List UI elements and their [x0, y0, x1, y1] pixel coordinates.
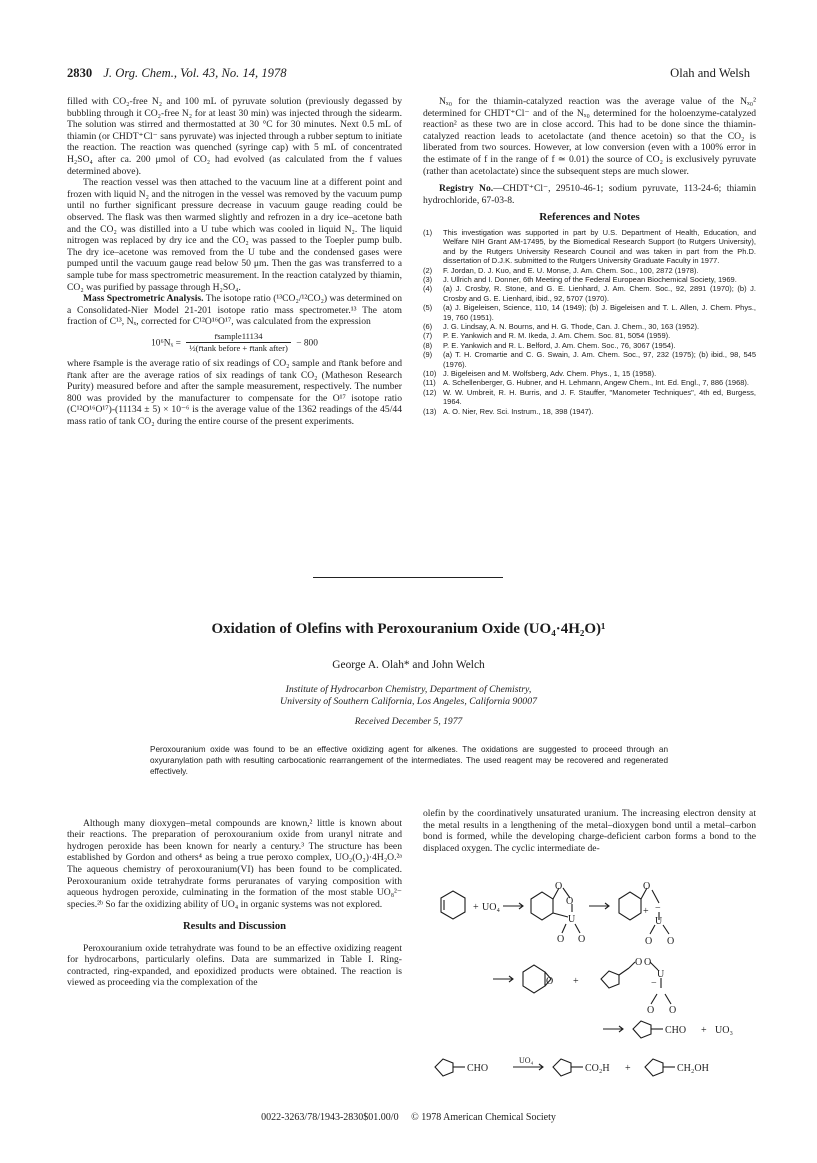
reference-number: (9)	[423, 350, 433, 360]
reference-text: J. G. Lindsay, A. N. Bourns, and H. G. Thode, Can. J. Chem., 30, 163 (1952).	[443, 322, 700, 331]
equation	[67, 331, 402, 355]
results-paragraph: Peroxouranium oxide tetrahydrate was found to be an effective oxidizing reagent for hydrocarbons, particularly olefins. Data are summarized in Table I. Ring-contracted, ring-expanded, and epoxidized products were obtained. The reaction is viewed as proceeding via the complexation of the	[67, 942, 402, 989]
reference-number: (8)	[423, 340, 433, 350]
uranium-label: U	[568, 914, 576, 925]
bond	[651, 994, 657, 1004]
oxygen-label: O	[644, 957, 652, 968]
oxygen-label: O	[667, 936, 675, 947]
reference-text: A. O. Nier, Rev. Sci. Instrum., 18, 398 (1947).	[443, 406, 594, 416]
reagent-label: UO₄	[519, 1056, 534, 1065]
reference-text: W. W. Umbreit, R. H. Burris, and J. F. Stauffer, "Manometer Techniques", 4th ed, Burgess, 1964.	[443, 387, 756, 407]
introduction-paragraph: Although many dioxygen–metal compounds are known,² little is known about their reactions. The preparation of peroxouranium oxide from uranyl nitrate and hydrogen peroxide has been known for nearly a century.³ The structure has been established by Gordon and others⁴ as being a true peroxo complex, UO₂(O₂)·4H₂O.²ᵃ The aqueous chemistry of peroxouranium(VI) has been found to be complicated. Peroxouranium oxide tetrahydrate forms peruranates of varying composition with aqueous hydrogen peroxide, culminating in the formation of the most stable UO₈²⁻ species.²ᵇ So far the oxidizing ability of UO₄ in organic systems was not explored.	[67, 817, 402, 910]
oxygen-label: O	[566, 896, 574, 907]
cyclopentane-ring	[645, 1059, 663, 1076]
paragraph: The reaction vessel was then attached to the vacuum line at a different point and frozen with liquid N₂ and the nitrogen in the vessel was removed by the vacuum pump until no further significant pressure decrease in vacuum gauge reading could be observed. The flask was then warmed slightly and refrozen in a dry ice–acetone bath and the CO₂ was distilled into a U tube which was cooled in liquid N₂. The liquid nitrogen was replaced by dry ice and the CO₂ was passed to the Toepler pump bulb. The dry ice–acetone was removed from the U tube and the condensed gases were pumped until the vacuum gauge read below 50 μm. Then the gas was transferred to a sample tube for mass spectrometric measurement. In the reaction catalyzed by thiamin, CO₂ was purified by passage through H₂SO₄.	[67, 177, 402, 293]
reference-item	[423, 369, 756, 378]
reagent-label: UO₄	[482, 902, 500, 913]
byproduct-label: UO₃	[715, 1025, 733, 1036]
reference-number: (10)	[423, 369, 437, 379]
plus-sign: +	[701, 1025, 707, 1036]
oxygen-label: O	[669, 1005, 677, 1016]
oxygen-label: O	[635, 957, 643, 968]
aldehyde-label: CHO	[665, 1025, 687, 1036]
bond	[665, 994, 671, 1004]
equation-numerator: r̄sample11134	[186, 331, 291, 344]
oxygen-label: O	[555, 881, 563, 892]
bond	[553, 913, 568, 917]
reference-text: (a) J. Bigeleisen, Science, 110, 14 (1949); (b) J. Bigeleisen and T. L. Allen, J. Chem. Phys., 19, 760 (1951).	[443, 303, 756, 322]
reference-item	[423, 407, 756, 416]
equation-lhs: 10⁶Nₓ =	[151, 338, 181, 349]
registry-numbers	[423, 183, 756, 206]
negative-charge: −	[651, 978, 657, 989]
reference-text: J. Bigeleisen and M. Wolfsberg, Adv. Chem. Phys., 1, 15 (1958).	[443, 369, 657, 379]
reference-text: F. Jordan, D. J. Kuo, and E. U. Monse, J. Am. Chem. Soc., 100, 2872 (1978).	[443, 265, 699, 275]
plus-sign: +	[473, 902, 479, 913]
alcohol-label: CH₂OH	[677, 1063, 709, 1074]
references-heading: References and Notes	[539, 211, 640, 224]
reference-text: P. E. Yankwich and R. M. Ikeda, J. Am. Chem. Soc. 81, 5054 (1959).	[443, 331, 671, 341]
bond	[562, 924, 566, 933]
oxygen-label: O	[645, 936, 653, 947]
reference-item	[423, 228, 756, 266]
equation-fraction	[186, 331, 291, 355]
carbocation-ring	[619, 892, 641, 920]
paragraph: Nₓ₀ for the thiamin-catalyzed reaction was the average value of the Nₓ₀² determined for CHDT⁺Cl⁻ and of the Nₓ₀ determined for the holoenzyme-catalyzed reaction² as these two are in close accord. This had to be done since the thiamin-catalyzed reaction leads to acetolactate (and thence acetoin) so that the CO₂ is liberated from two sources. However, at low conversion (even with a 100% error in the estimate of f in the range of f ≃ 0.01) the source of CO₂ is exclusively pyruvate (rather than acetolactate) since the subsequent steps are much slower.	[423, 96, 756, 177]
reference-item	[423, 275, 756, 284]
cyclopentane-ring	[553, 1059, 571, 1076]
received-date: Received December 5, 1977	[354, 716, 463, 727]
paragraph: where r̄sample is the average ratio of six readings of CO₂ sample and r̄tank before and r̄tank after are the average ratios of six readings of tank CO₂ (Matheson Research Purity) measured before and after the sample measurement, respectively. The number 800 was provided by the manufacturer to compensate for the O¹⁷ isotope ratio (C¹²O¹⁶O¹⁷)-(11134 ± 5) × 10⁻⁶ is the average value of the 1362 readings of the 45/44 mass ratio of tank CO₂ during the entire course of the present experiments.	[67, 358, 402, 428]
affiliation-line: University of Southern California, Los Angeles, California 90007	[280, 696, 537, 707]
reference-text: J. Ullrich and I. Donner, 6th Meeting of the Federal European Biochemical Society, 1969.	[443, 274, 737, 284]
article-code: 0022-3263/78/1943-2830$01.00/0	[261, 1112, 399, 1123]
uranium-label: U	[657, 969, 665, 980]
oxygen-label: O	[647, 1005, 655, 1016]
paragraph	[67, 293, 402, 328]
paragraph: filled with CO₂-free N₂ and 100 mL of pyruvate solution (previously degassed by bubbling through it CO₂-free N₂ for at least 30 min) was injected through the sidearm. The solution was stirred and thermostatted at 30 °C for 30 minutes. Next 0.5 mL of thiamin (or CHDT⁺Cl⁻ sans pyruvate) was injected through a rubber septum to initiate the reaction. The reaction was quenched (syringe cap) with 5 mL of concentrated H₂SO₄ after ca. 200 μmol of CO₂ had evolved (as calculated from the f values determined above).	[67, 96, 402, 177]
bottom-left-column	[67, 808, 402, 999]
bond	[619, 968, 629, 975]
cyclopentane-ring	[633, 1021, 651, 1038]
reference-number: (2)	[423, 265, 433, 275]
top-right-column	[423, 96, 756, 416]
registry-heading: Registry No.	[439, 183, 494, 195]
article-authors: George A. Olah* and John Welch	[332, 659, 485, 671]
cyclopentane-ring	[601, 971, 619, 988]
author-affiliation	[67, 684, 750, 708]
reference-item	[423, 350, 756, 369]
uranium-label: U	[655, 916, 663, 927]
reference-item	[423, 284, 756, 303]
reference-text: A. Schellenberger, G. Hubner, and H. Lehmann, Angew Chem., Int. Ed. Engl., 7, 886 (1968).	[443, 378, 750, 388]
plus-sign: +	[573, 976, 579, 987]
reference-item	[423, 303, 756, 322]
reference-number: (11)	[423, 378, 436, 388]
page-number: 2830	[67, 66, 93, 80]
epoxide-ring	[523, 965, 545, 993]
article-title: Oxidation of Olefins with Peroxouranium Oxide (UO₄·4H₂O)¹	[211, 621, 606, 637]
reference-number: (5)	[423, 303, 433, 313]
cyclopentane-ring	[435, 1059, 453, 1076]
equation-rhs: − 800	[296, 338, 318, 349]
reference-text: This investigation was supported in part by U.S. Department of Health, Education, and Welfare NIH Grant AM-17495, by the Biomedical Research Support (to Rutgers University), and by the Rutgers University Research Council and was taken in part from the Ph.D. dissertation of D.J.K. submitted to the Rutgers University Graduate Faculty in 1977.	[443, 227, 756, 266]
reference-item	[423, 388, 756, 407]
reference-number: (6)	[423, 322, 433, 331]
paragraph-text: The isotope ratio (¹³CO₂/¹²CO₂) was determined on a Consolidated-Nier Model 21-201 isotope ratio mass spectrometer.¹³ The atom fraction of C¹³, Nₓ, corrected for C¹²O¹⁶O¹⁷, was calculated from the expression	[67, 293, 402, 328]
aldehyde-label: CHO	[467, 1063, 489, 1074]
reference-text: (a) J. Crosby, R. Stone, and G. E. Lienhard, J. Am. Chem. Soc., 92, 2891 (1970); (b) J. Crosby and G. E. Lienhard, ibid., 92, 5707 (1970).	[443, 284, 756, 303]
bottom-right-text: olefin by the coordinatively unsaturated uranium. The increasing electron density at the metal results in a lengthening of the metal–dioxygen bond until a metal–carbon bond is formed, while the developing charge-deficient carbon forms a bond to the displaced oxygen. The cyclic intermediate de-	[423, 808, 756, 854]
reference-item	[423, 266, 756, 275]
acid-label: CO₂H	[585, 1063, 610, 1074]
reference-item	[423, 341, 756, 350]
running-authors: Olah and Welsh	[670, 66, 750, 80]
cyclohexene-ring	[441, 891, 465, 919]
reference-number: (1)	[423, 227, 433, 237]
bond	[652, 890, 659, 903]
negative-charge: −	[655, 903, 661, 914]
affiliation-line: Institute of Hydrocarbon Chemistry, Department of Chemistry,	[285, 684, 532, 695]
bond	[575, 924, 580, 933]
cyclic-intermediate-ring	[531, 892, 553, 920]
plus-sign: +	[625, 1063, 631, 1074]
reference-item	[423, 322, 756, 331]
abstract: Peroxouranium oxide was found to be an effective oxidizing agent for alkenes. The oxidations are suggested to proceed through an oxyuranylation path with resulting carbocationic rearrangement of the intermediates. The used reagent may be recovered and regenerated effectively.	[150, 745, 668, 776]
section-divider	[313, 577, 503, 578]
top-left-column	[67, 96, 402, 428]
reference-number: (3)	[423, 274, 433, 284]
epoxide-oxygen: O	[546, 976, 554, 987]
reference-text: P. E. Yankwich and R. L. Belford, J. Am. Chem. Soc., 76, 3067 (1954).	[443, 340, 676, 350]
oxygen-label: O	[557, 934, 565, 945]
registry-text: —CHDT⁺Cl⁻, 29510-46-1; sodium pyruvate, 113-24-6; thiamin hydrochloride, 67-03-8.	[423, 183, 757, 206]
reference-text: (a) T. H. Cromartie and C. G. Swain, J. Am. Chem. Soc., 97, 232 (1975); (b) ibid., 98, 545 (1976).	[443, 350, 756, 369]
copyright: © 1978 American Chemical Society	[411, 1112, 556, 1123]
reaction-scheme	[423, 874, 757, 1089]
reference-number: (13)	[423, 406, 437, 416]
reference-item	[423, 378, 756, 387]
bond	[663, 925, 669, 934]
oxygen-label: O	[643, 881, 651, 892]
journal-citation: J. Org. Chem., Vol. 43, No. 14, 1978	[103, 66, 287, 80]
section-heading: Results and Discussion	[182, 921, 287, 933]
page-footer	[67, 1112, 750, 1123]
references-list	[423, 228, 756, 416]
positive-charge: +	[643, 906, 649, 917]
reference-number: (4)	[423, 284, 433, 294]
reference-number: (7)	[423, 331, 433, 341]
running-header	[67, 66, 750, 84]
oxygen-label: O	[578, 934, 586, 945]
equation-denominator: ½(r̄tank before + r̄tank after)	[189, 343, 288, 354]
reference-item	[423, 331, 756, 340]
run-in-heading: Mass Spectrometric Analysis.	[83, 293, 204, 305]
reference-number: (12)	[423, 387, 437, 397]
